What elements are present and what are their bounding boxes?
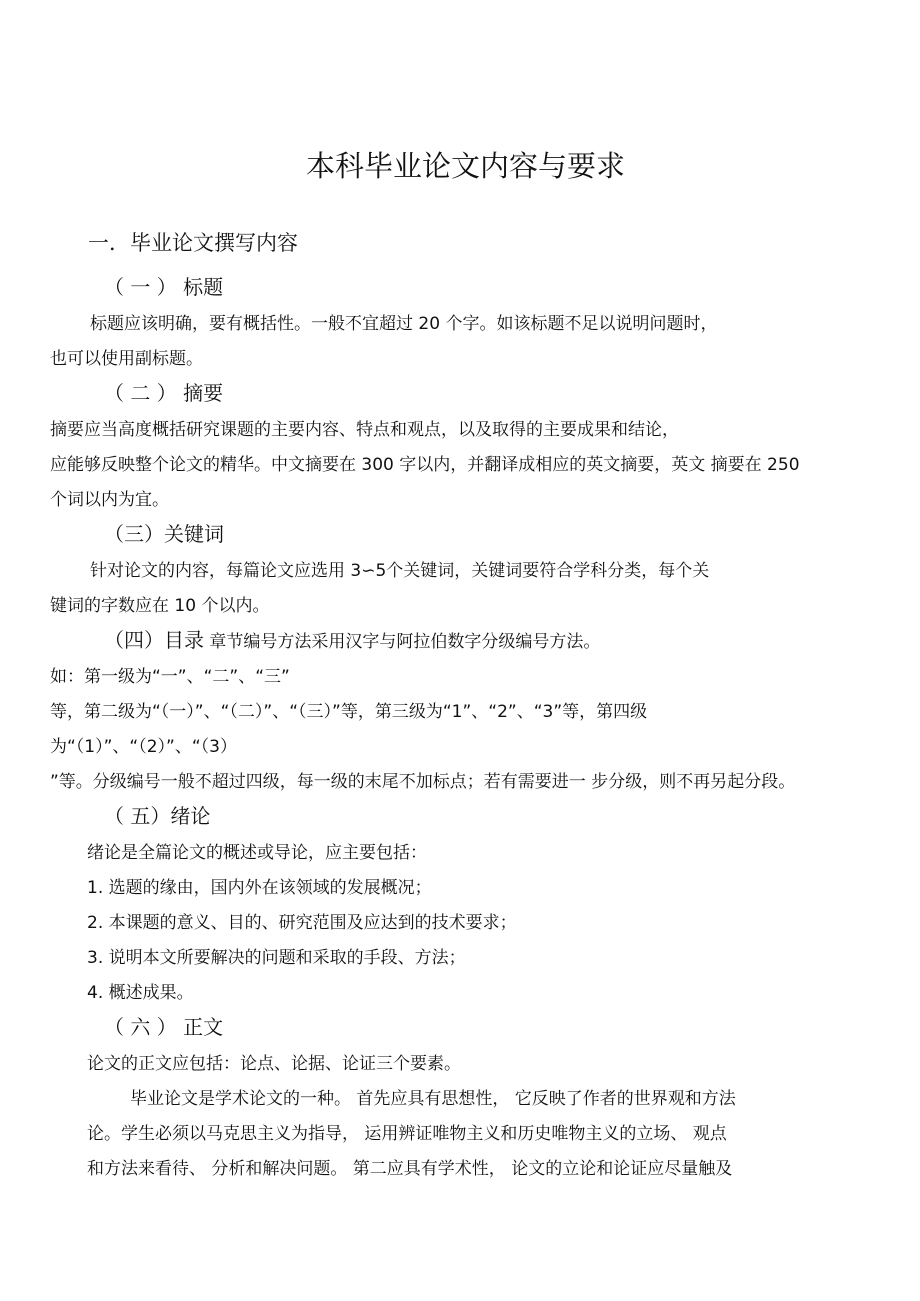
paragraph-line: 和方法来看待、 分析和解决问题。 第二应具有学术性， 论文的立论和论证应尽量触及 [87,1159,733,1179]
paragraph-line: 标题应该明确，要有概括性。一般不宜超过 20 个字。如该标题不足以说明问题时， [90,314,718,334]
paragraph-line: 毕业论文是学术论文的一种。 首先应具有思想性， 它反映了作者的世界观和方法 [130,1089,736,1109]
subsection-heading-title: （ 一 ） 标题 [104,275,224,299]
paragraph-line: 等，第二级为“（一）”、“（二）”、“（三）”等，第三级为“1”、“2”、“3”等，第四级 [50,702,648,722]
paragraph-line: 如：第一级为“一”、“二”、“三” [50,667,290,687]
subsection-heading-keywords: （三）关键词 [104,522,224,546]
list-item: 2. 本课题的意义、目的、研究范围及应达到的技术要求； [87,913,517,933]
subsection-heading-toc-line [104,627,600,653]
paragraph-line: 也可以使用副标题。 [50,349,203,369]
list-item: 1. 选题的缘由，国内外在该领域的发展概况； [87,878,432,898]
list-item: 4. 概述成果。 [87,983,194,1003]
paragraph-line: ”等。分级编号一般不超过四级，每一级的末尾不加标点；若有需要进一 步分级，则不再另起分段。 [50,772,796,792]
paragraph-line: 论。学生必须以马克思主义为指导， 运用辨证唯物主义和历史唯物主义的立场、 观点 [87,1124,727,1144]
paragraph-line: 应能够反映整个论文的精华。中文摘要在 300 字以内，并翻译成相应的英文摘要，英文 摘要在 250 [50,455,800,475]
subsection-heading-abstract: （ 二 ） 摘要 [104,381,224,405]
subsection-heading-body: （ 六 ） 正文 [104,1015,224,1039]
paragraph-line: 个词以内为宜。 [50,490,169,510]
paragraph-line: 论文的正文应包括：论点、论据、论证三个要素。 [87,1054,461,1074]
toc-description: 章节编号方法采用汉字与阿拉伯数字分级编号方法。 [209,632,601,652]
subsection-heading-toc: （四）目录 [104,628,204,652]
list-item: 3. 说明本文所要解决的问题和采取的手段、方法； [87,948,466,968]
paragraph-line: 针对论文的内容，每篇论文应选用 3∽5个关键词，关键词要符合学科分类，每个关 [90,561,710,581]
paragraph-line: 绪论是全篇论文的概述或导论，应主要包括： [87,843,427,863]
subsection-heading-introduction: （ 五）绪论 [104,804,211,828]
page-title: 本科毕业论文内容与要求 [306,149,626,183]
paragraph-line: 键词的字数应在 10 个以内。 [50,596,270,616]
paragraph-line: 摘要应当高度概括研究课题的主要内容、特点和观点，以及取得的主要成果和结论， [50,420,679,440]
paragraph-line: 为“（1）”、“（2）”、“（3） [50,737,237,757]
section-heading: 一．毕业论文撰写内容 [88,231,298,255]
